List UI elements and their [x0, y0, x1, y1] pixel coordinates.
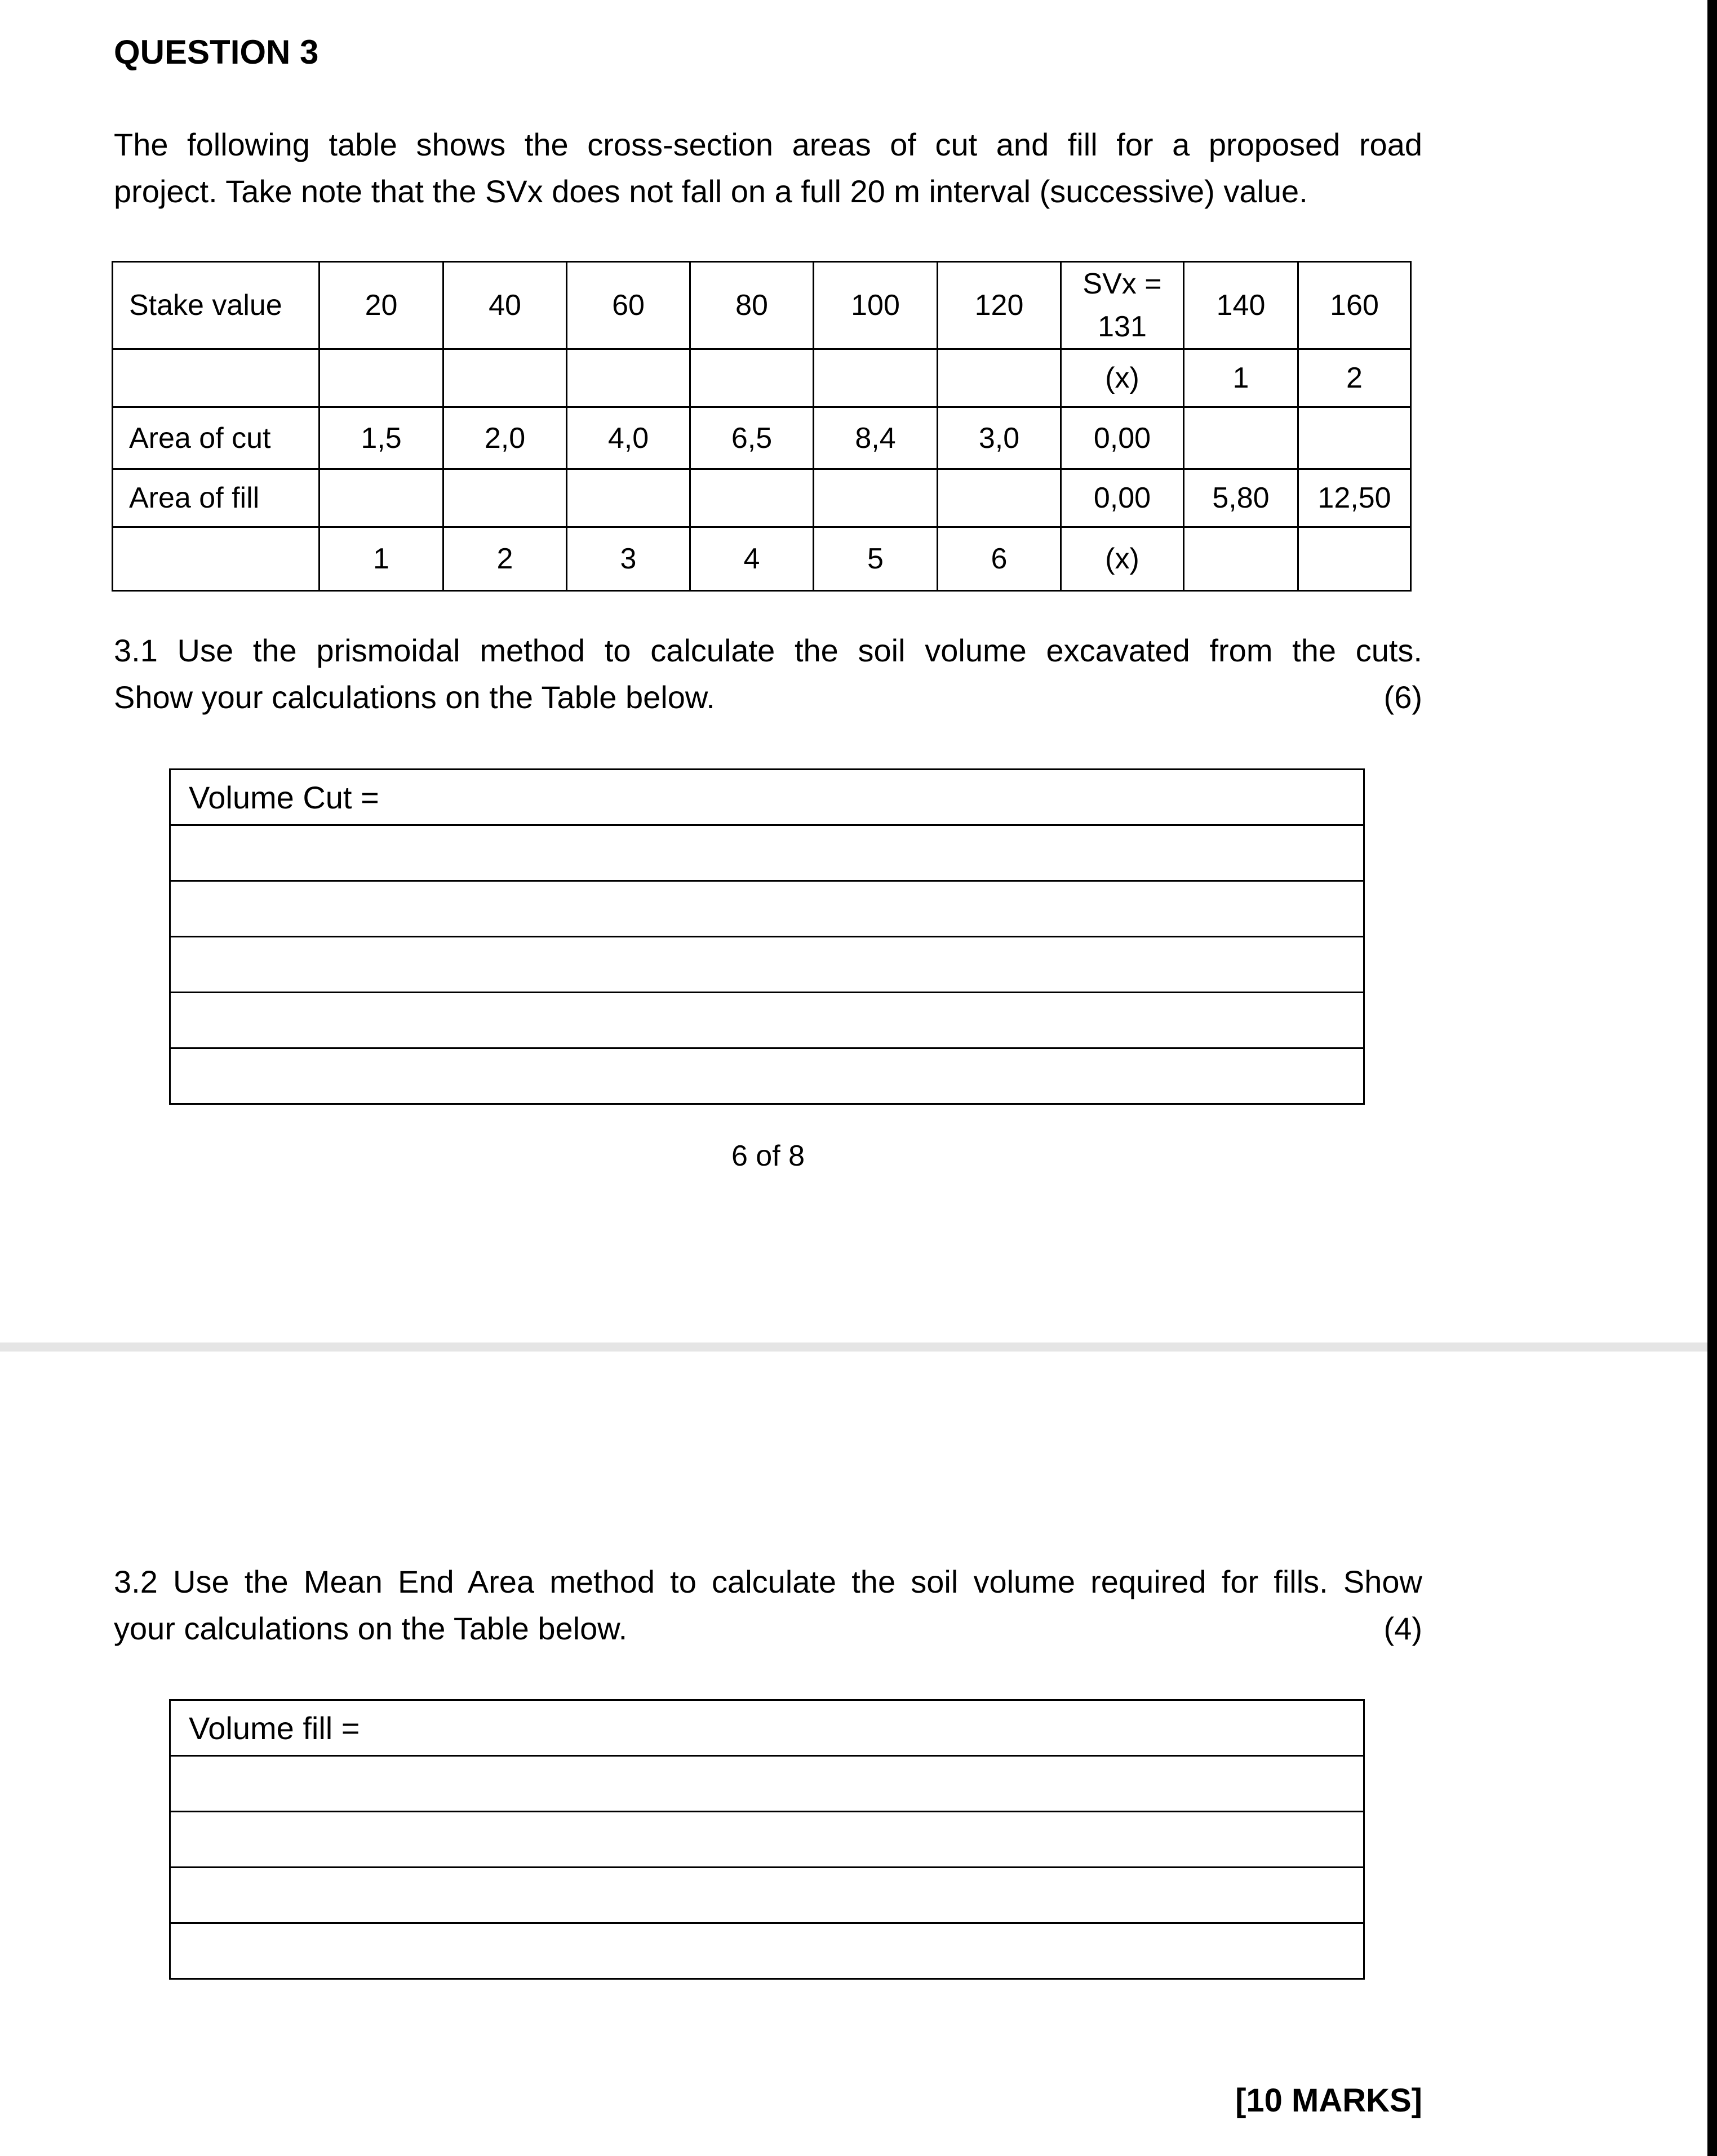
stake-row [113, 262, 1411, 349]
cut-index: 3 [567, 527, 690, 591]
table-cell [690, 469, 814, 527]
volume-cut-label: Volume Cut = [170, 770, 1364, 825]
table-cell [1298, 407, 1411, 469]
cut-index: 2 [443, 527, 567, 591]
question-line: 3.2 Use the Mean End Area method to calculate the soil volume required for fills. Show [114, 1564, 1422, 1599]
question-3-2 [114, 1558, 1422, 1652]
question-line-text: your calculations on the Table below. [114, 1611, 628, 1646]
table-cell [443, 469, 567, 527]
table-cell [814, 349, 938, 407]
marks-3-1: (6) [1383, 679, 1422, 715]
intro-line: project. Take note that the SVx does not fall on a full 20 m interval (successive) value. [114, 174, 1308, 209]
table-cell [1184, 527, 1298, 591]
answer-line[interactable] [170, 993, 1364, 1048]
fill-area-row [113, 469, 1411, 527]
fill-value: 0,00 [1061, 469, 1184, 527]
svx-value: 131 [1098, 310, 1147, 343]
answer-line[interactable] [170, 1923, 1364, 1979]
svx-label: SVx = [1082, 268, 1162, 300]
fill-value: 5,80 [1184, 469, 1298, 527]
table-cell [814, 469, 938, 527]
question-line [114, 1605, 1422, 1652]
stake-value: 100 [814, 262, 938, 349]
question-line-text: Show your calculations on the Table below. [114, 679, 715, 715]
table-cell [113, 527, 320, 591]
table-cell [938, 349, 1061, 407]
stake-value: 80 [690, 262, 814, 349]
table-cell [938, 469, 1061, 527]
stake-label: Stake value [113, 262, 320, 349]
cut-value: 0,00 [1061, 407, 1184, 469]
table-cell [1298, 527, 1411, 591]
volume-cut-answer-table [169, 768, 1365, 1105]
fill-index-row [113, 349, 1411, 407]
cut-index-row [113, 527, 1411, 591]
total-marks: [10 MARKS] [1235, 2082, 1422, 2119]
stake-value: 40 [443, 262, 567, 349]
table-cell [443, 349, 567, 407]
answer-line[interactable] [170, 937, 1364, 993]
svx-stake [1061, 262, 1184, 349]
cut-value: 3,0 [938, 407, 1061, 469]
table-cell [690, 349, 814, 407]
stake-area-table [112, 261, 1412, 592]
page-edge [1707, 0, 1717, 2156]
question-title: QUESTION 3 [114, 33, 319, 71]
table-cell [320, 469, 443, 527]
answer-line[interactable] [170, 881, 1364, 937]
question-line [114, 674, 1422, 721]
table-cell [320, 349, 443, 407]
fill-index: 1 [1184, 349, 1298, 407]
answer-line[interactable] [170, 825, 1364, 881]
stake-value: 60 [567, 262, 690, 349]
marks-3-2: (4) [1383, 1611, 1422, 1646]
stake-value: 160 [1298, 262, 1411, 349]
cut-index: (x) [1061, 527, 1184, 591]
table-cell [567, 349, 690, 407]
cut-label: Area of cut [113, 407, 320, 469]
page-divider [0, 1343, 1717, 1352]
stake-value: 140 [1184, 262, 1298, 349]
volume-fill-answer-table [169, 1699, 1365, 1980]
cut-index: 1 [320, 527, 443, 591]
table-cell [113, 349, 320, 407]
cut-value: 8,4 [814, 407, 938, 469]
cut-value: 6,5 [690, 407, 814, 469]
fill-index: (x) [1061, 349, 1184, 407]
fill-value: 12,50 [1298, 469, 1411, 527]
cut-index: 4 [690, 527, 814, 591]
answer-line[interactable] [170, 1756, 1364, 1812]
cut-area-row [113, 407, 1411, 469]
table-cell [1184, 407, 1298, 469]
table-cell [567, 469, 690, 527]
fill-label: Area of fill [113, 469, 320, 527]
page-number: 6 of 8 [731, 1140, 805, 1172]
cut-value: 1,5 [320, 407, 443, 469]
answer-line[interactable] [170, 1812, 1364, 1868]
question-3-1 [114, 627, 1422, 721]
fill-index: 2 [1298, 349, 1411, 407]
stake-value: 20 [320, 262, 443, 349]
intro-line: The following table shows the cross-section areas of cut and fill for a proposed road [114, 127, 1422, 162]
answer-line[interactable] [170, 1868, 1364, 1923]
cut-value: 2,0 [443, 407, 567, 469]
question-intro [114, 121, 1422, 215]
cut-value: 4,0 [567, 407, 690, 469]
question-line: 3.1 Use the prismoidal method to calculate the soil volume excavated from the cuts. [114, 633, 1422, 668]
stake-value: 120 [938, 262, 1061, 349]
cut-index: 6 [938, 527, 1061, 591]
answer-line[interactable] [170, 1048, 1364, 1104]
cut-index: 5 [814, 527, 938, 591]
volume-fill-label: Volume fill = [170, 1700, 1364, 1756]
